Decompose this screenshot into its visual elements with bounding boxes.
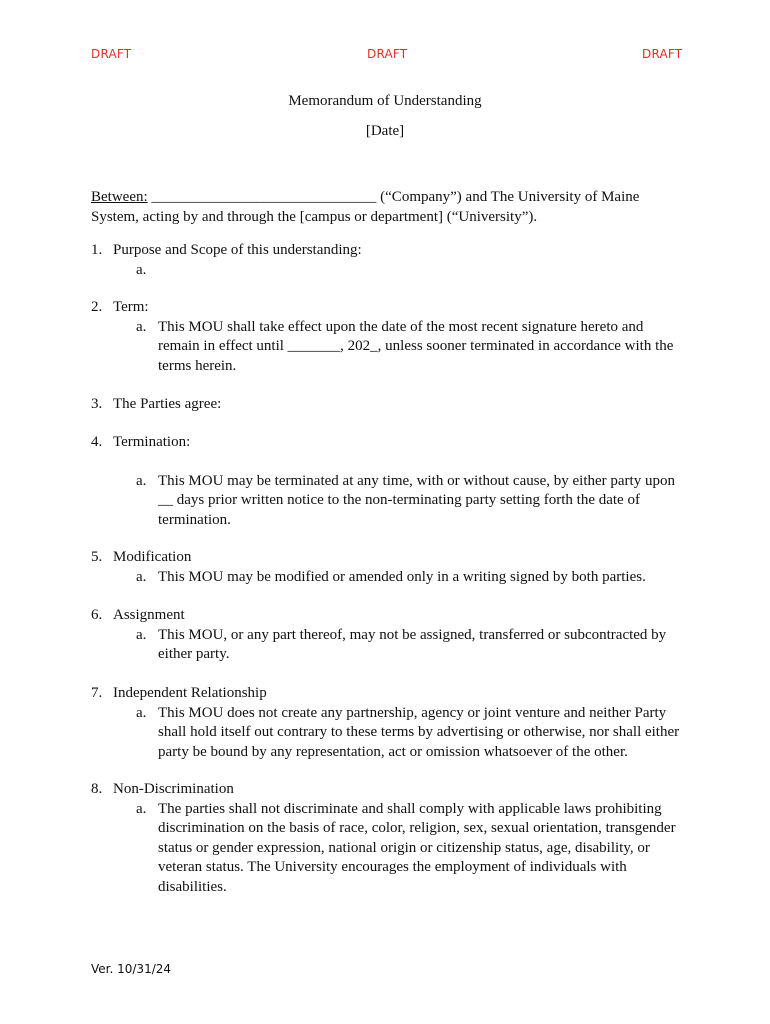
section-non-discrimination (91, 780, 691, 898)
section-assignment (91, 606, 691, 665)
document-date: [Date] (365, 123, 405, 139)
subsection-text: The parties shall not discriminate and shall comply with applicable laws prohibiting discrimination on the basis of race, color, religion, sex, sexual orientation, transgender status or gender expression, national origin or citizenship status, age, disability, or veteran status. The University encourages the employment of individuals with disabilities. (158, 800, 676, 895)
subsection (91, 704, 691, 763)
subsection-letter: a. (136, 568, 147, 585)
section-heading-text: The Parties agree: (113, 396, 222, 412)
section-heading (91, 241, 691, 261)
section-number: 6. (91, 607, 103, 623)
section-heading-text: Non-Discrimination (113, 781, 234, 797)
between-label: Between: (91, 189, 148, 205)
subsection (91, 261, 691, 281)
subsection-letter: a. (136, 800, 147, 817)
draft-watermark-left: DRAFT (91, 47, 132, 61)
section-number: 2. (91, 299, 103, 315)
section-heading-text: Term: (113, 299, 149, 315)
section-heading (91, 298, 691, 318)
section-term (91, 298, 691, 376)
document-title: Memorandum of Understanding (288, 93, 482, 109)
subsection-text: This MOU may be terminated at any time, with or without cause, by either party upon __ days prior written notice to the non-terminating party setting forth the date of termination. (158, 472, 675, 528)
section-independent-relationship (91, 684, 691, 762)
subsection (91, 800, 691, 898)
section-heading-text: Modification (113, 549, 192, 565)
subsection-text: This MOU shall take effect upon the date of the most recent signature hereto and remain in effect until _______, 202_, unless sooner terminated in accordance with the terms herein. (158, 318, 674, 374)
subsection-text: This MOU, or any part thereof, may not be assigned, transferred or subcontracted by either party. (158, 626, 667, 663)
section-number: 8. (91, 781, 103, 797)
section-heading (91, 548, 691, 568)
draft-watermark-center: DRAFT (367, 47, 408, 61)
subsection-letter: a. (136, 472, 147, 489)
section-heading (91, 684, 691, 704)
section-number: 4. (91, 434, 103, 450)
draft-watermark-right: DRAFT (642, 47, 683, 61)
subsection-letter: a. (136, 261, 147, 278)
section-heading (91, 606, 691, 626)
section-heading-text: Assignment (113, 607, 185, 623)
subsection-letter: a. (136, 704, 147, 721)
section-termination (91, 433, 691, 530)
section-heading (91, 433, 691, 453)
section-number: 1. (91, 242, 103, 258)
section-purpose (91, 241, 691, 280)
version-footer: Ver. 10/31/24 (91, 962, 172, 976)
section-heading (91, 395, 691, 415)
section-parties-agree (91, 395, 691, 415)
section-heading (91, 780, 691, 800)
subsection-letter: a. (136, 318, 147, 335)
subsection-text (158, 261, 683, 281)
subsection-text: This MOU does not create any partnership, agency or joint venture and neither Party shall hold itself out contrary to these terms by advertising or otherwise, nor shall either party be bound by any representation, act or omission whatsoever of the other. (158, 704, 680, 760)
subsection (91, 626, 691, 665)
parties-paragraph (91, 187, 691, 227)
subsection-letter: a. (136, 626, 147, 643)
subsection (91, 472, 691, 531)
subsection (91, 318, 691, 377)
subsection-text: This MOU may be modified or amended only in a writing signed by both parties. (158, 568, 646, 585)
section-modification (91, 548, 691, 587)
subsection (91, 568, 691, 588)
section-heading-text: Purpose and Scope of this understanding: (113, 242, 362, 258)
section-heading-text: Termination: (113, 434, 191, 450)
section-number: 7. (91, 685, 103, 701)
section-number: 3. (91, 396, 103, 412)
section-heading-text: Independent Relationship (113, 685, 267, 701)
between-text: ______________________________ (“Company”) and The University of Maine System, acting by and through the [campus or department] (“University”). (91, 189, 640, 225)
section-number: 5. (91, 549, 103, 565)
